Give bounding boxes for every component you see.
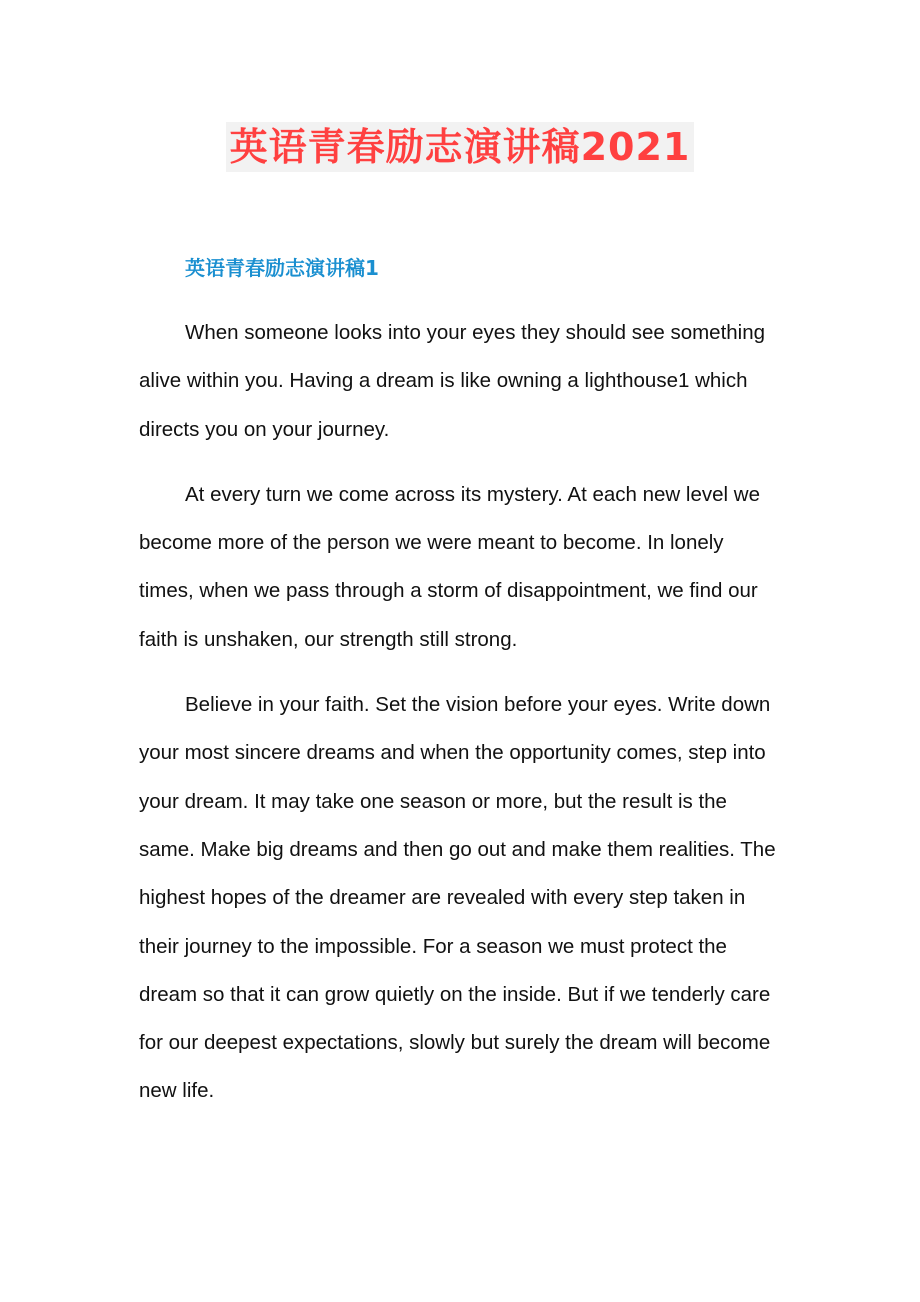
paragraph-2: At every turn we come across its mystery. At each new level we become more of the person we were meant to become. In lonely times, when we pass through a storm of disappointment, we find our faith is unshaken, our strength still strong.	[139, 482, 760, 651]
paragraph-1: When someone looks into your eyes they should see something alive within you. Having a dream is like owning a lighthouse1 which directs you on your journey.	[139, 321, 766, 441]
section-heading: 英语青春励志演讲稿1	[185, 256, 379, 280]
title-container	[0, 122, 920, 172]
paragraph-3: Believe in your faith. Set the vision before your eyes. Write down your most sincere dreams and when the opportunity comes, step into your dream. It may take one season or more, but the result is the same. Make big dreams and then go out and make them realities. The highest hopes of the dreamer are revealed with every step taken in their journey to the impossible. For a season we must protect the dream so that it can grow quietly on the inside. But if we tenderly care for our deepest expectations, slowly but surely the dream will become new life.	[139, 693, 776, 1103]
document-body	[139, 309, 779, 1133]
document-title: 英语青春励志演讲稿2021	[226, 122, 695, 172]
